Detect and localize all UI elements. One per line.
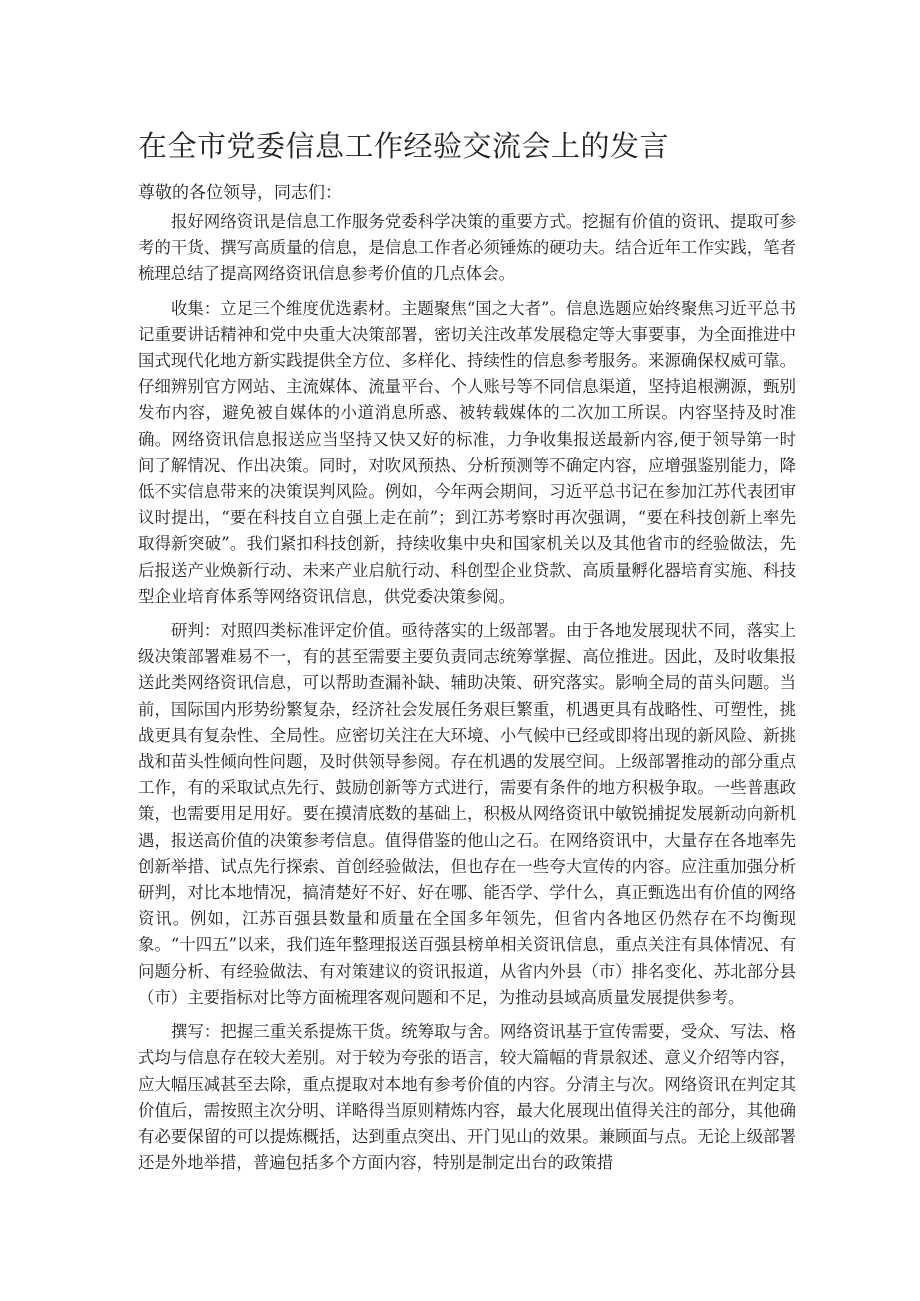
paragraph-collect: 收集：立足三个维度优选素材。主题聚焦“国之大者”。信息选题应始终聚焦习近平总书记重要讲话精神和党中央重大决策部署，密切关注改革发展稳定等大事要事，为全面推进中国式现代化地方新实践提供全方位、多样化、持续性的信息参考服务。来源确保权威可靠。仔细辨别官方网站、主流媒体、流量平台、个人账号等不同信息渠道，坚持追根溯源，甄别发布内容，避免被自媒体的小道消息所惑、被转载媒体的二次加工所误。内容坚持及时准确。网络资讯信息报送应当坚持又快又好的标准，力争收集报送最新内容,便于领导第一时间了解情况、作出决策。同时，对吹风预热、分析预测等不确定内容，应增强鉴别能力，降低不实信息带来的决策误判风险。例如，今年两会期间，习近平总书记在参加江苏代表团审议时提出，“要在科技自立自强上走在前”；到江苏考察时再次强调，“要在科技创新上率先取得新突破”。我们紧扣科技创新，持续收集中央和国家机关以及其他省市的经验做法，先后报送产业焕新行动、未来产业启航行动、科创型企业贷款、高质量孵化器培育实施、科技型企业培育体系等网络资讯信息，供党委决策参阅。 bbox=[138, 298, 796, 606]
document-title: 在全市党委信息工作经验交流会上的发言 bbox=[138, 129, 670, 163]
salutation: 尊敬的各位领导，同志们： bbox=[138, 183, 342, 203]
paragraph-write: 撰写：把握三重关系提炼干货。统筹取与舍。网络资讯基于宣传需要，受众、写法、格式均与信息存在较大差别。对于较为夸张的语言，较大篇幅的背景叙述、意义介绍等内容，应大幅压减甚至去除，重点提取对本地有参考价值的内容。分清主与次。网络资讯在判定其价值后，需按照主次分明、详略得当原则精炼内容，最大化展现出值得关注的部分，其他确有必要保留的可以提炼概括，达到重点突出、开门见山的效果。兼顾面与点。无论上级部署还是外地举措，普遍包括多个方面内容，特别是制定出台的政策措 bbox=[138, 1022, 796, 1173]
document-body bbox=[138, 209, 796, 1184]
paragraph-intro: 报好网络资讯是信息工作服务党委科学决策的重要方式。挖掘有价值的资讯、提取可参考的干货、撰写高质量的信息，是信息工作者必须锤炼的硬功夫。结合近年工作实践，笔者梳理总结了提高网络资讯信息参考价值的几点体会。 bbox=[138, 212, 796, 284]
paragraph-analyze: 研判：对照四类标准评定价值。亟待落实的上级部署。由于各地发展现状不同，落实上级决策部署难易不一，有的甚至需要主要负责同志统筹掌握、高位推进。因此，及时收集报送此类网络资讯信息，可以帮助查漏补缺、辅助决策、研究落实。影响全局的苗头问题。当前，国际国内形势纷繁复杂，经济社会发展任务艰巨繁重，机遇更具有战略性、可塑性，挑战更具有复杂性、全局性。应密切关注在大环境、小气候中已经或即将出现的新风险、新挑战和苗头性倾向性问题，及时供领导参阅。存在机遇的发展空间。上级部署推动的部分重点工作，有的采取试点先行、鼓励创新等方式进行，需要有条件的地方积极争取。一些普惠政策，也需要用足用好。要在摸清底数的基础上，积极从网络资讯中敏锐捕捉发展新动向新机遇，报送高价值的决策参考信息。值得借鉴的他山之石。在网络资讯中，大量存在各地率先创新举措、试点先行探索、首创经验做法，但也存在一些夸大宣传的内容。应注重加强分析研判，对比本地情况，搞清楚好不好、好在哪、能否学、学什么，真正甄选出有价值的网络资讯。例如，江苏百强县数量和质量在全国多年领先，但省内各地区仍然存在不均衡现象。“十四五”以来，我们连年整理报送百强县榜单相关资讯信息，重点关注有具体情况、有问题分析、有经验做法、有对策建议的资讯报道，从省内外县（市）排名变化、苏北部分县（市）主要指标对比等方面梳理客观问题和不足，为推动县域高质量发展提供参考。 bbox=[138, 621, 796, 1007]
